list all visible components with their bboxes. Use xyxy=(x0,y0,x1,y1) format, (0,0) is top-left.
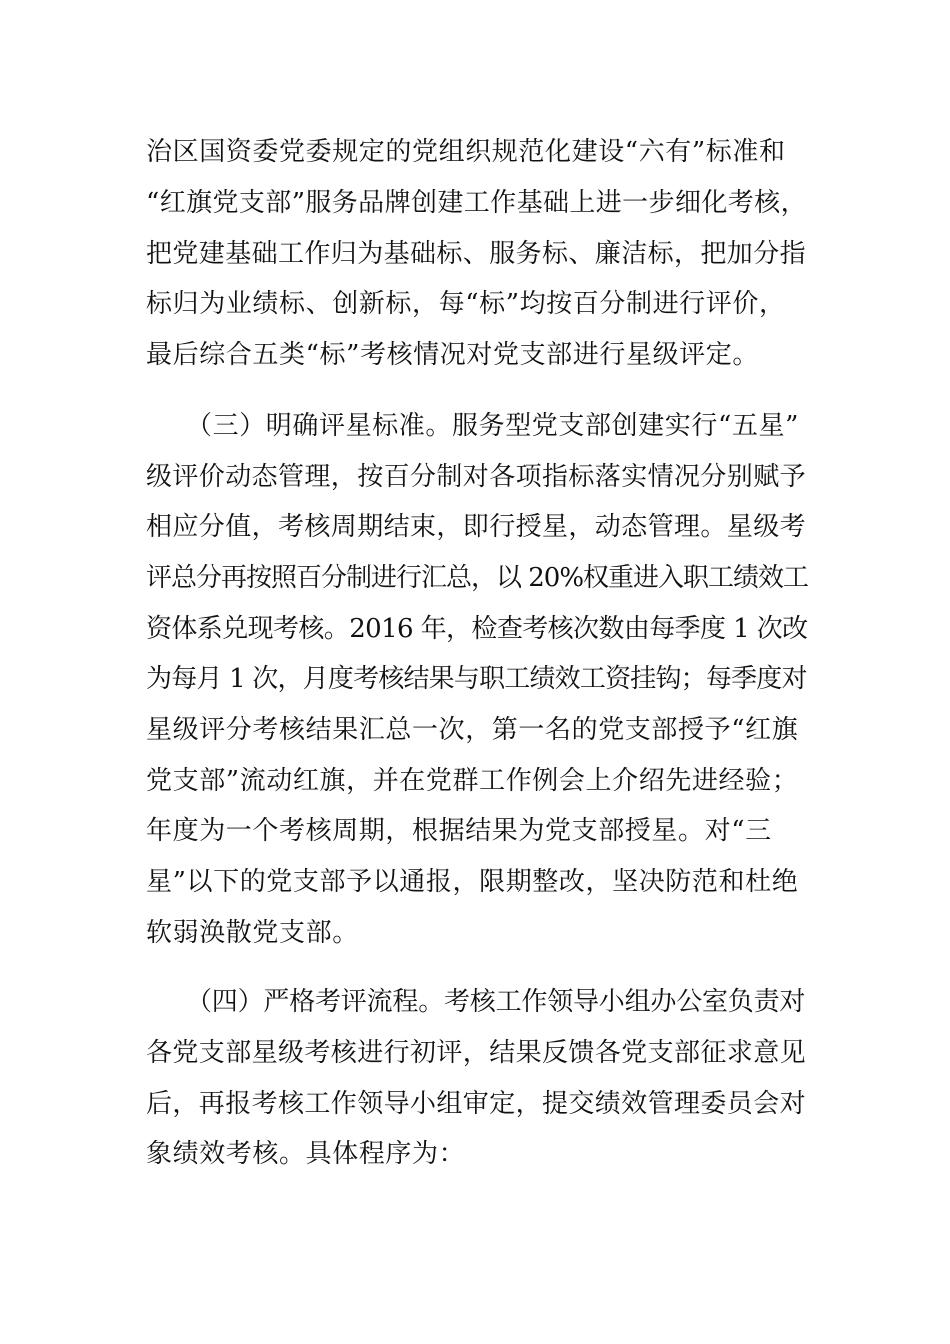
section-heading-line: （四）严格考评流程。考核工作领导小组办公室负责对 xyxy=(186,987,806,1017)
text-line: 象绩效考核。具体程序为： xyxy=(146,1139,466,1169)
text-line: 为每月 1 次，月度考核结果与职工绩效工资挂钩；每季度对 xyxy=(146,664,807,694)
text-line: 后，再报考核工作领导小组审定，提交绩效管理委员会对 xyxy=(146,1089,807,1119)
text-line: 治区国资委党委规定的党组织规范化建设“六有”标准和 xyxy=(146,137,786,167)
text-line: 资体系兑现考核。2016 年，检查考核次数由每季度 1 次改 xyxy=(146,614,808,644)
text-line: 把党建基础工作归为基础标、服务标、廉洁标，把加分指 xyxy=(146,239,807,269)
text-line: 星级评分考核结果汇总一次，第一名的党支部授予“红旗 xyxy=(146,715,799,745)
text-line: 党支部”流动红旗，并在党群工作例会上介绍先进经验； xyxy=(146,766,799,796)
text-line: 级评价动态管理，按百分制对各项指标落实情况分别赋予 xyxy=(146,462,807,492)
text-line: 相应分值，考核周期结束，即行授星，动态管理。星级考 xyxy=(146,512,807,542)
text-line: 软弱涣散党支部。 xyxy=(146,918,359,948)
text-line: 最后综合五类“标”考核情况对党支部进行星级评定。 xyxy=(146,340,759,370)
text-line: 标归为业绩标、创新标，每“标”均按百分制进行评价， xyxy=(146,289,786,319)
text-line: 年度为一个考核周期，根据结果为党支部授星。对“三 xyxy=(146,816,772,846)
text-line: “红旗党支部”服务品牌创建工作基础上进一步细化考核， xyxy=(146,188,807,218)
text-line: 星”以下的党支部予以通报，限期整改，坚决防范和杜绝 xyxy=(146,867,799,897)
text-line: 评总分再按照百分制进行汇总，以 20%权重进入职工绩效工 xyxy=(146,563,809,593)
text-line: 各党支部星级考核进行初评，结果反馈各党支部征求意见 xyxy=(146,1038,807,1068)
section-heading-line: （三）明确评星标准。服务型党支部创建实行“五星” xyxy=(186,411,799,441)
